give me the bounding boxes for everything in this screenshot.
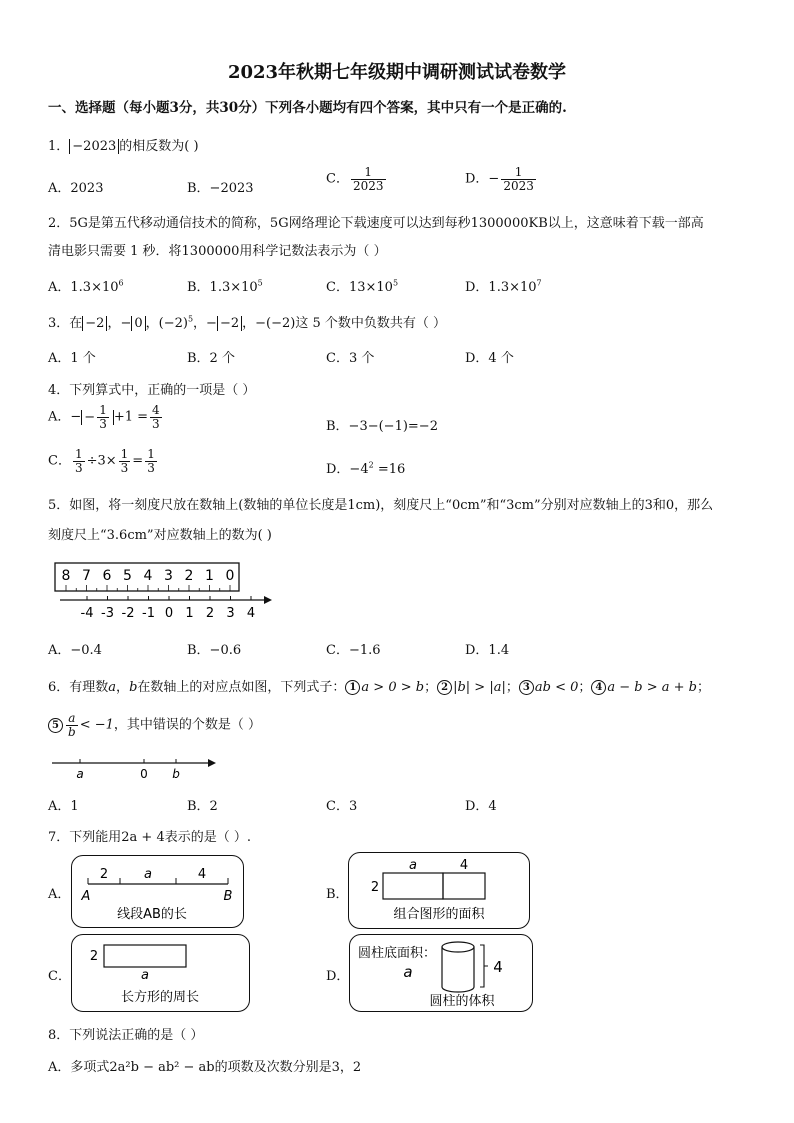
q1-option-a: A．2023 xyxy=(48,181,104,196)
question-1: 1． −2023 的相反数为( ) xyxy=(48,139,199,154)
cylinder-base-value: a xyxy=(403,963,413,981)
q7-option-c-box xyxy=(71,934,250,1012)
q4-option-a: A．− − $\frac{1}{3}$ +1 = $\frac{4}{3}$ xyxy=(48,403,160,431)
q5-option-d: D．1.4 xyxy=(465,643,510,658)
q7-a-caption: 线段AB的长 xyxy=(117,907,187,922)
cylinder-height-label: 4 xyxy=(493,958,503,976)
rectangle-side-label: 2 xyxy=(89,949,99,964)
ruler-number-line-figure xyxy=(52,560,272,622)
segment-label-2: 2 xyxy=(99,867,109,882)
q6-option-a: A．1 xyxy=(48,799,79,814)
height-brace xyxy=(480,945,488,987)
q5-option-c: C．−1.6 xyxy=(326,643,381,658)
q6-label-b: b xyxy=(172,767,180,781)
ruler-label: 4 xyxy=(143,568,153,584)
q3-option-d: D．4 个 xyxy=(465,351,514,366)
q7-b-caption: 组合图形的面积 xyxy=(393,907,485,922)
q7-option-a-label: A． xyxy=(48,887,71,902)
q2-option-a: A．$1.3\times 10^6$ xyxy=(48,278,124,295)
rectangle-shape xyxy=(104,945,186,967)
axis-label: -3 xyxy=(101,606,114,621)
axis-label: -1 xyxy=(142,606,155,621)
segment-label-a: a xyxy=(144,867,152,882)
q6-label-a: a xyxy=(76,767,84,781)
q6-option-b: B．2 xyxy=(187,799,218,814)
axis-label: 3 xyxy=(226,606,235,621)
q3-option-b: B．2 个 xyxy=(187,351,235,366)
rect-top-label-4: 4 xyxy=(459,858,469,873)
q7-option-b-label: B． xyxy=(326,887,349,902)
axis-label: 4 xyxy=(246,606,256,621)
q4-option-d: D．$-4^2 =16$ xyxy=(326,460,406,477)
q3-option-a: A．1 个 xyxy=(48,351,96,366)
axis-label: -4 xyxy=(80,606,94,621)
ruler-label: 5 xyxy=(123,568,132,584)
q7-option-d-label: D． xyxy=(326,969,350,984)
q7-option-a-box xyxy=(71,855,244,928)
segment-label-4: 4 xyxy=(197,867,207,882)
q7-option-c-label: C． xyxy=(48,969,71,984)
cylinder-bottom xyxy=(442,987,474,992)
q7-c-caption: 长方形的周长 xyxy=(120,990,200,1005)
question-6-line-1: 6．有理数a，b在数轴上的对应点如图，下列式子： 1 a > 0 > b； 2 |b| > |a|； 3 ab < 0； 4 a − b > a + b； xyxy=(48,680,711,695)
q4-option-c: C． $\frac{1}{3}$ ÷3× $\frac{1}{3}$ = $\frac{1}{3}$ xyxy=(48,447,155,475)
question-6-line-2: 5 $\frac{a}{b}$ < −1，其中错误的个数是（ ） xyxy=(48,712,261,738)
number-axis-arrow xyxy=(264,596,272,604)
q7-option-d-box xyxy=(349,934,533,1012)
question-5-line-1: 5．如图，将一刻度尺放在数轴上(数轴的单位长度是1cm)，刻度尺上“0cm”和“3cm”分别对应数轴上的3和0，那么 xyxy=(48,498,714,513)
question-2-line-2: 清电影只需要 1 秒．将1300000用科学记数法表示为（ ） xyxy=(48,244,387,259)
q2-option-b: B．$1.3\times 10^5$ xyxy=(187,278,263,295)
q2-option-c: C．$13\times 10^5$ xyxy=(326,278,399,295)
question-2-line-1: 2．5G是第五代移动通信技术的简称，5G网络理论下载速度可以达到每秒1300000KB以上，这意味着下载一部高 xyxy=(48,216,704,231)
axis-label: 0 xyxy=(164,606,174,621)
q8-option-a: A．多项式2a²b − ab² − ab的项数及次数分别是3，2 xyxy=(48,1060,362,1075)
rect-top-label-a: a xyxy=(409,858,417,873)
q7-option-b-box xyxy=(348,852,530,929)
point-b-label: B xyxy=(223,889,233,904)
ruler-label: 3 xyxy=(164,568,173,584)
ruler-label: 6 xyxy=(102,568,112,584)
q6-axis-arrow xyxy=(208,759,216,767)
q1-option-b: B．−2023 xyxy=(187,181,254,196)
q4-option-b: B．−3−(−1)=−2 xyxy=(326,419,438,434)
q7-d-caption: 圆柱的体积 xyxy=(429,994,495,1009)
ruler-label: 1 xyxy=(205,568,214,584)
point-a-label: A xyxy=(81,889,91,904)
ruler-label: 8 xyxy=(61,568,71,584)
axis-label: 2 xyxy=(205,606,215,621)
q5-option-a: A．−0.4 xyxy=(48,643,102,658)
q1-option-c: C． $\frac{1}{2023}$ xyxy=(326,165,384,193)
rect-side-label: 2 xyxy=(370,880,380,895)
question-7: 7．下列能用2a + 4表示的是（ ）. xyxy=(48,830,251,845)
axis-label: 1 xyxy=(185,606,194,621)
rectangle-bottom-label: a xyxy=(141,968,149,983)
q5-option-b: B．−0.6 xyxy=(187,643,242,658)
q6-number-line xyxy=(50,752,222,782)
cylinder-base-text: 圆柱底面积： xyxy=(358,946,437,961)
q6-option-d: D．4 xyxy=(465,799,497,814)
rect-4 xyxy=(443,873,485,899)
rect-a xyxy=(383,873,443,899)
page-title: 2023年秋期七年级期中调研测试试卷数学 xyxy=(227,62,567,83)
q6-option-c: C．3 xyxy=(326,799,358,814)
ruler-label: 7 xyxy=(82,568,91,584)
question-8: 8．下列说法正确的是（ ） xyxy=(48,1028,204,1043)
cylinder-top xyxy=(442,942,474,952)
q3-option-c: C．3 个 xyxy=(326,351,375,366)
question-3: 3．在 −2 ，− 0 ，$(-2)^5$，− −2 ，−(−2)这 5 个数中负数共有（ ） xyxy=(48,314,446,331)
section-heading: 一、选择题（每小题3分，共30分）下列各小题均有四个答案，其中只有一个是正确的. xyxy=(48,100,567,116)
question-4: 4．下列算式中，正确的一项是（ ） xyxy=(48,383,256,398)
q2-option-d: D．$1.3\times 10^7$ xyxy=(465,278,542,295)
q1-option-d: D．− $\frac{1}{2023}$ xyxy=(465,165,534,193)
question-5-line-2: 刻度尺上“3.6cm”对应数轴上的数为( ) xyxy=(48,528,272,543)
ruler-label: 0 xyxy=(225,568,235,584)
q6-label-0: 0 xyxy=(140,767,148,781)
axis-label: -2 xyxy=(121,606,135,621)
ruler-label: 2 xyxy=(184,568,194,584)
